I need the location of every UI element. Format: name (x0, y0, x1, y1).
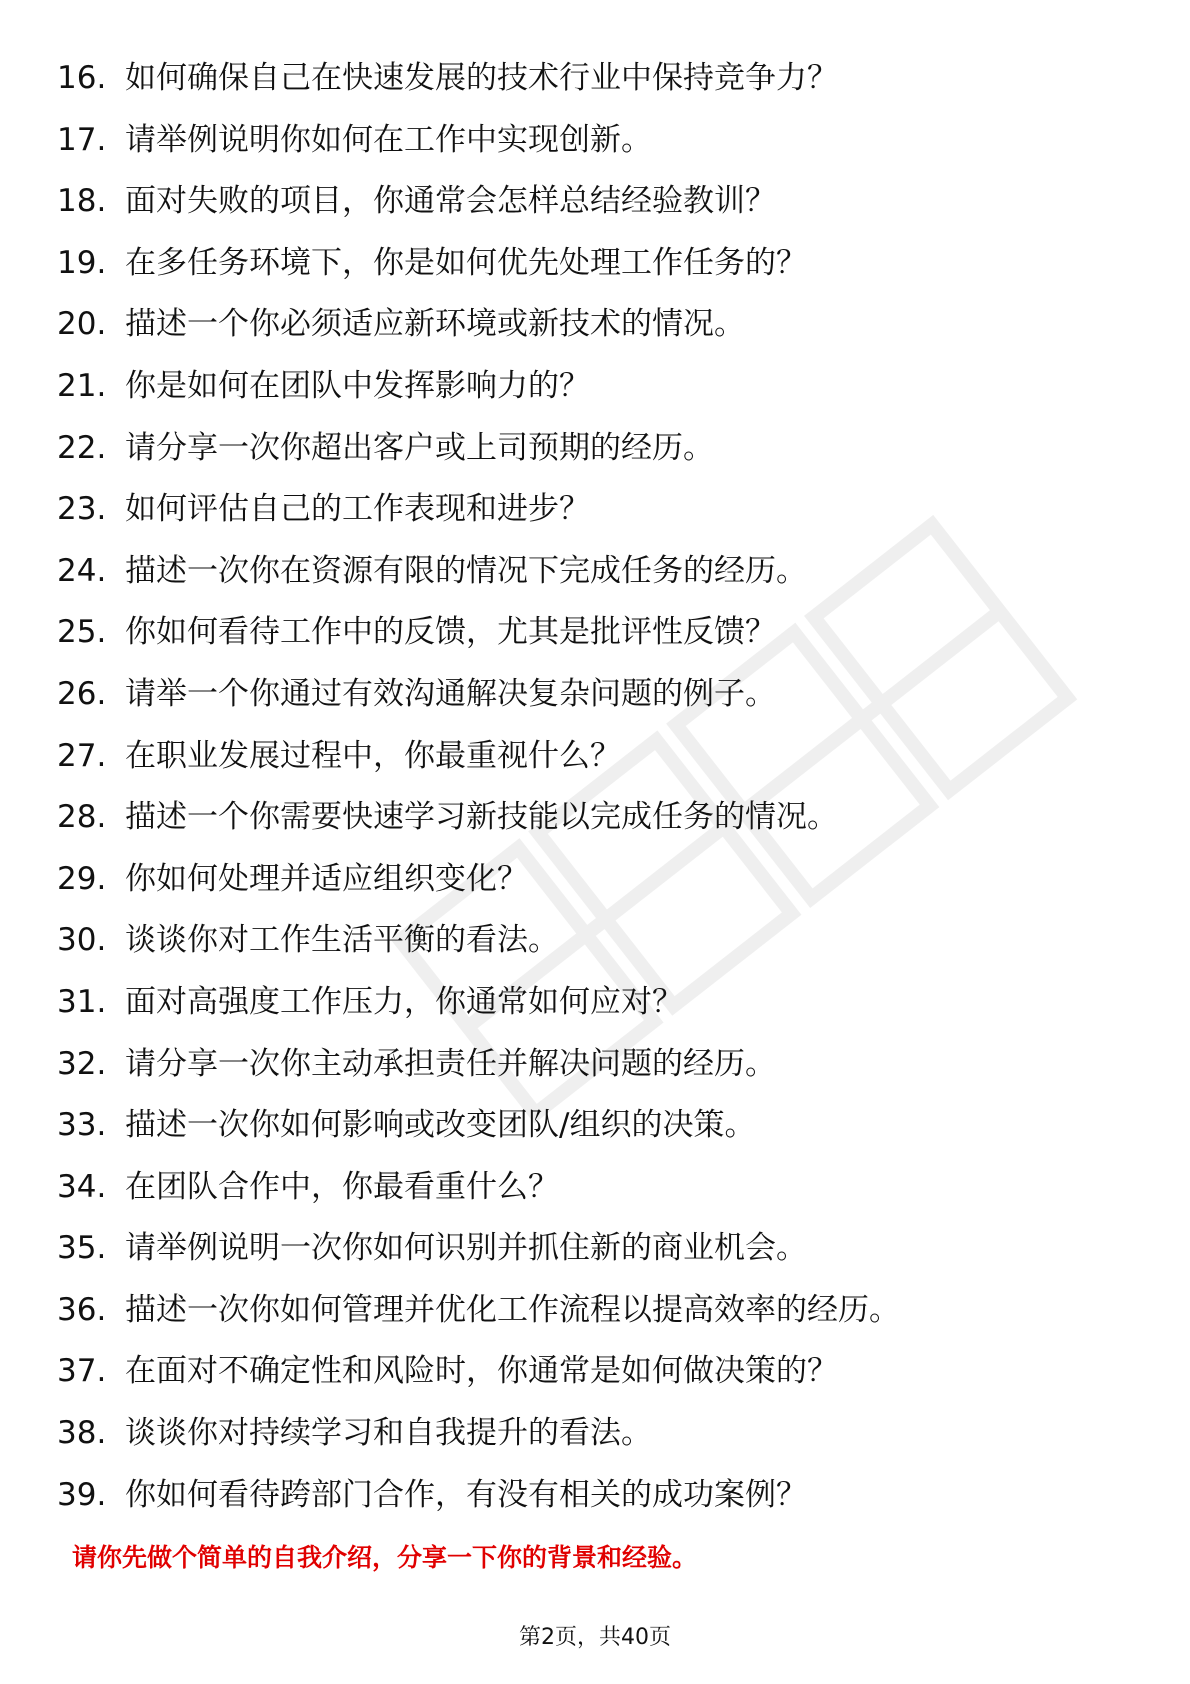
question-text: 你如何处理并适应组织变化？ (125, 860, 528, 897)
list-item (57, 233, 1137, 295)
list-item (57, 294, 1137, 356)
question-number: 22. (57, 429, 107, 466)
question-text: 谈谈你对工作生活平衡的看法。 (125, 922, 559, 959)
list-item (57, 1341, 1137, 1403)
list-item (57, 110, 1137, 172)
page-number-footer: 第2页，共40页 (519, 1625, 671, 1650)
question-number: 29. (57, 860, 107, 897)
list-item (57, 910, 1137, 972)
question-text: 如何确保自己在快速发展的技术行业中保持竞争力？ (125, 60, 838, 96)
question-number: 20. (57, 306, 107, 343)
question-number: 21. (57, 367, 107, 404)
list-item (57, 849, 1137, 911)
question-text: 谈谈你对持续学习和自我提升的看法。 (125, 1415, 652, 1452)
question-text: 你是如何在团队中发挥影响力的？ (125, 367, 590, 404)
question-text: 请举例说明你如何在工作中实现创新。 (125, 121, 652, 158)
question-text: 如何评估自己的工作表现和进步？ (125, 491, 590, 528)
list-item (57, 171, 1137, 233)
list-item (57, 602, 1137, 664)
highlighted-question: 请你先做个简单的自我介绍，分享一下你的背景和经验。 (72, 1543, 698, 1572)
question-text: 在多任务环境下，你是如何优先处理工作任务的？ (125, 244, 807, 281)
question-number: 23. (57, 491, 107, 528)
question-text: 在面对不确定性和风险时，你通常是如何做决策的？ (125, 1353, 838, 1390)
question-number: 39. (57, 1476, 107, 1513)
question-text: 你如何看待跨部门合作，有没有相关的成功案例？ (125, 1476, 807, 1513)
question-number: 32. (57, 1045, 107, 1082)
question-list (57, 48, 1137, 1526)
question-text: 请分享一次你主动承担责任并解决问题的经历。 (125, 1045, 776, 1082)
list-item (57, 418, 1137, 480)
question-text: 描述一次你如何影响或改变团队/组织的决策。 (125, 1107, 756, 1144)
question-number: 26. (57, 675, 107, 712)
list-item (57, 1465, 1137, 1527)
question-number: 36. (57, 1291, 107, 1328)
question-text: 在职业发展过程中，你最重视什么？ (125, 737, 621, 774)
question-number: 18. (57, 183, 107, 220)
question-text: 请举例说明一次你如何识别并抓住新的商业机会。 (125, 1230, 807, 1267)
list-item (57, 1157, 1137, 1219)
question-number: 16. (57, 60, 107, 96)
question-text: 请举一个你通过有效沟通解决复杂问题的例子。 (125, 675, 776, 712)
question-number: 30. (57, 922, 107, 959)
question-number: 25. (57, 614, 107, 651)
list-item (57, 1280, 1137, 1342)
question-number: 33. (57, 1107, 107, 1144)
list-item (57, 664, 1137, 726)
list-item (57, 541, 1137, 603)
question-text: 描述一次你如何管理并优化工作流程以提高效率的经历。 (125, 1291, 900, 1328)
list-item (57, 1218, 1137, 1280)
question-number: 31. (57, 983, 107, 1020)
list-item (57, 356, 1137, 418)
question-number: 37. (57, 1353, 107, 1390)
list-item (57, 479, 1137, 541)
question-number: 19. (57, 244, 107, 281)
question-number: 27. (57, 737, 107, 774)
question-text: 面对高强度工作压力，你通常如何应对？ (125, 983, 683, 1020)
question-text: 你如何看待工作中的反馈，尤其是批评性反馈？ (125, 614, 776, 651)
question-number: 34. (57, 1168, 107, 1205)
question-text: 描述一个你必须适应新环境或新技术的情况。 (125, 306, 745, 343)
list-item (57, 972, 1137, 1034)
question-text: 请分享一次你超出客户或上司预期的经历。 (125, 429, 714, 466)
question-text: 描述一次你在资源有限的情况下完成任务的经历。 (125, 552, 807, 589)
list-item (57, 1403, 1137, 1465)
list-item (57, 1095, 1137, 1157)
list-item (57, 48, 1137, 110)
question-text: 在团队合作中，你最看重什么？ (125, 1168, 559, 1205)
question-text: 面对失败的项目，你通常会怎样总结经验教训？ (125, 183, 776, 220)
list-item (57, 1034, 1137, 1096)
list-item (57, 787, 1137, 849)
question-text: 描述一个你需要快速学习新技能以完成任务的情况。 (125, 799, 838, 836)
question-number: 24. (57, 552, 107, 589)
question-number: 35. (57, 1230, 107, 1267)
question-number: 38. (57, 1415, 107, 1452)
question-number: 17. (57, 121, 107, 158)
list-item (57, 726, 1137, 788)
question-number: 28. (57, 799, 107, 836)
